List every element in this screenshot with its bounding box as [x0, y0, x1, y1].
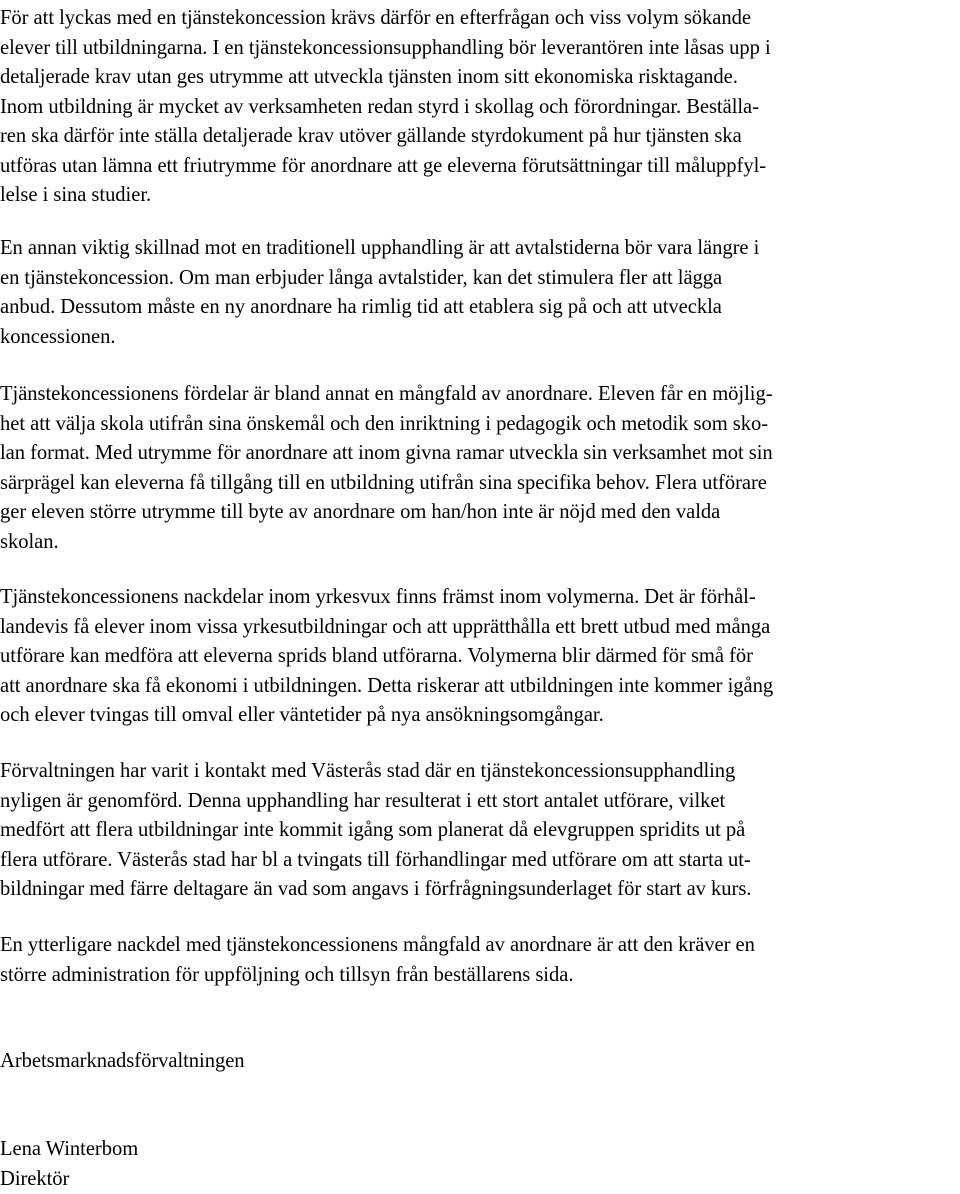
text-line: lelse i sina studier. — [0, 181, 960, 211]
text-line: utförare kan medföra att eleverna sprids bland utförarna. Volymerna blir därmed för små för — [0, 642, 960, 672]
text-line: En ytterligare nackdel med tjänstekoncessionens mångfald av anordnare är att den kräver en — [0, 931, 960, 961]
text-line: lan format. Med utrymme för anordnare att inom givna ramar utveckla sin verksamhet mot sin — [0, 439, 960, 469]
text-line: koncessionen. — [0, 323, 960, 353]
signatory-name: Lena Winterbom — [0, 1135, 960, 1165]
paragraph-administration — [0, 931, 960, 990]
text-line: utföras utan lämna ett friutrymme för anordnare att ge eleverna förutsättningar till måluppfyl- — [0, 152, 960, 182]
paragraph-vasteras-example — [0, 757, 960, 905]
text-line: En annan viktig skillnad mot en traditionell upphandling är att avtalstiderna bör vara längre i — [0, 234, 960, 264]
organization-label: Arbetsmarknadsförvaltningen — [0, 1047, 960, 1077]
text-line: flera utförare. Västerås stad har bl a tvingats till förhandlingar med utförare om att starta ut- — [0, 846, 960, 876]
text-line: en tjänstekoncession. Om man erbjuder långa avtalstider, kan det stimulera fler att lägga — [0, 264, 960, 294]
text-line: För att lyckas med en tjänstekoncession krävs därför en efterfrågan och viss volym sökande — [0, 4, 960, 34]
text-line: landevis få elever inom vissa yrkesutbildningar och att upprätthålla ett brett utbud med många — [0, 613, 960, 643]
text-line: att anordnare ska få ekonomi i utbildningen. Detta riskerar att utbildningen inte kommer igång — [0, 672, 960, 702]
paragraph-contract-length — [0, 234, 960, 352]
text-line: het att välja skola utifrån sina önskemål och den inriktning i pedagogik och metodik som sko- — [0, 410, 960, 440]
text-line: elever till utbildningarna. I en tjänstekoncessionsupphandling bör leverantören inte låsas upp i — [0, 34, 960, 64]
text-line: större administration för uppföljning och tillsyn från beställarens sida. — [0, 961, 960, 991]
paragraph-disadvantages — [0, 583, 960, 731]
text-line: nyligen är genomförd. Denna upphandling har resulterat i ett stort antalet utförare, vilket — [0, 787, 960, 817]
signature-block — [0, 1135, 960, 1194]
text-line: Tjänstekoncessionens fördelar är bland annat en mångfald av anordnare. Eleven får en möjlig- — [0, 380, 960, 410]
text-line: detaljerade krav utan ges utrymme att utveckla tjänsten inom sitt ekonomiska risktagande. — [0, 63, 960, 93]
text-line: Tjänstekoncessionens nackdelar inom yrkesvux finns främst inom volymerna. Det är förhål- — [0, 583, 960, 613]
text-line-serif-segment: Beställa- — [681, 96, 759, 118]
text-line-sans-segment: Inom utbildning är mycket av verksamheten redan styrd i skollag och förordningar. — [0, 96, 681, 118]
text-line: Förvaltningen har varit i kontakt med Västerås stad där en tjänstekoncessionsupphandling — [0, 757, 960, 787]
signatory-title: Direktör — [0, 1165, 960, 1194]
text-line: särprägel kan eleverna få tillgång till en utbildning utifrån sina specifika behov. Flera utförare — [0, 469, 960, 499]
paragraph-advantages — [0, 380, 960, 557]
text-line: skolan. — [0, 528, 960, 558]
text-line: anbud. Dessutom måste en ny anordnare ha rimlig tid att etablera sig på och att utveckla — [0, 293, 960, 323]
paragraph-procurement-intro — [0, 4, 960, 211]
text-line: ren ska därför inte ställa detaljerade krav utöver gällande styrdokument på hur tjänsten ska — [0, 122, 960, 152]
text-line: ger eleven större utrymme till byte av anordnare om han/hon inte är nöjd med den valda — [0, 498, 960, 528]
text-line: och elever tvingas till omval eller väntetider på nya ansökningsomgångar. — [0, 701, 960, 731]
text-line: medfört att flera utbildningar inte kommit igång som planerat då elevgruppen spridits ut på — [0, 816, 960, 846]
text-line-mixed — [0, 93, 960, 123]
organization-name — [0, 1047, 960, 1077]
text-line: bildningar med färre deltagare än vad som angavs i förfrågningsunderlaget för start av kurs. — [0, 875, 960, 905]
